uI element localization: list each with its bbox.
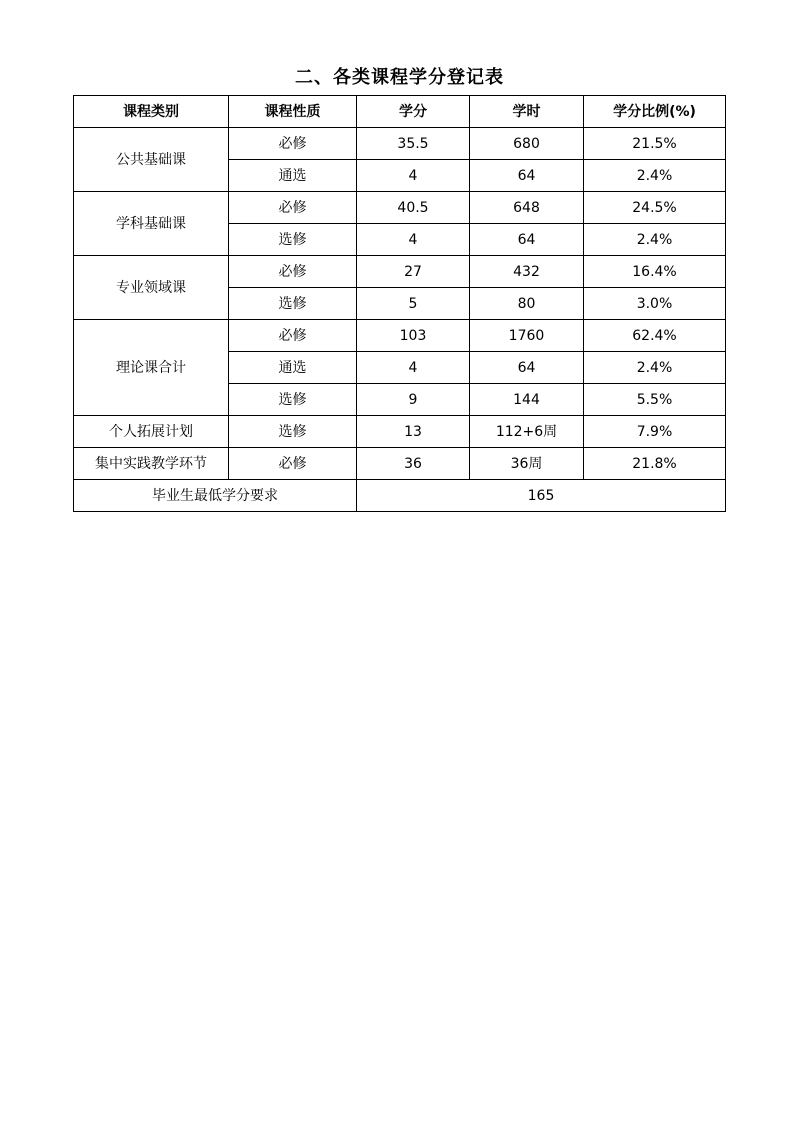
credits-cell: 36 [357, 448, 470, 480]
table-row [74, 416, 726, 448]
category-cell: 专业领域课 [74, 256, 229, 320]
credits-cell: 13 [357, 416, 470, 448]
category-cell: 学科基础课 [74, 192, 229, 256]
ratio-cell: 5.5% [584, 384, 726, 416]
ratio-cell: 7.9% [584, 416, 726, 448]
nature-cell: 选修 [229, 224, 357, 256]
credits-cell: 27 [357, 256, 470, 288]
minimum-credits-value: 165 [357, 480, 726, 512]
table-row [74, 128, 726, 160]
nature-cell: 必修 [229, 128, 357, 160]
credits-cell: 40.5 [357, 192, 470, 224]
nature-cell: 通选 [229, 352, 357, 384]
hours-cell: 36周 [470, 448, 584, 480]
page-title: 二、各类课程学分登记表 [295, 67, 504, 88]
nature-cell: 选修 [229, 416, 357, 448]
hours-cell: 80 [470, 288, 584, 320]
ratio-cell: 62.4% [584, 320, 726, 352]
ratio-cell: 3.0% [584, 288, 726, 320]
table-row [74, 448, 726, 480]
header-credits: 学分 [357, 96, 470, 128]
table-row [74, 192, 726, 224]
ratio-cell: 2.4% [584, 160, 726, 192]
category-cell: 理论课合计 [74, 320, 229, 416]
category-cell: 个人拓展计划 [74, 416, 229, 448]
header-credit-ratio: 学分比例(%) [584, 96, 726, 128]
credits-cell: 4 [357, 352, 470, 384]
minimum-credits-label: 毕业生最低学分要求 [74, 480, 357, 512]
credits-cell: 35.5 [357, 128, 470, 160]
hours-cell: 432 [470, 256, 584, 288]
credits-cell: 9 [357, 384, 470, 416]
header-course-category: 课程类别 [74, 96, 229, 128]
nature-cell: 必修 [229, 448, 357, 480]
nature-cell: 必修 [229, 320, 357, 352]
table-footer-row [74, 480, 726, 512]
table-row [74, 256, 726, 288]
nature-cell: 选修 [229, 384, 357, 416]
credits-cell: 103 [357, 320, 470, 352]
credits-cell: 4 [357, 224, 470, 256]
ratio-cell: 2.4% [584, 224, 726, 256]
credits-cell: 5 [357, 288, 470, 320]
table-header-row [74, 96, 726, 128]
hours-cell: 1760 [470, 320, 584, 352]
header-course-nature: 课程性质 [229, 96, 357, 128]
hours-cell: 64 [470, 160, 584, 192]
hours-cell: 144 [470, 384, 584, 416]
ratio-cell: 21.5% [584, 128, 726, 160]
nature-cell: 通选 [229, 160, 357, 192]
nature-cell: 必修 [229, 192, 357, 224]
hours-cell: 112+6周 [470, 416, 584, 448]
ratio-cell: 16.4% [584, 256, 726, 288]
nature-cell: 选修 [229, 288, 357, 320]
header-hours: 学时 [470, 96, 584, 128]
category-cell: 公共基础课 [74, 128, 229, 192]
credit-registration-table [73, 95, 726, 512]
ratio-cell: 21.8% [584, 448, 726, 480]
ratio-cell: 24.5% [584, 192, 726, 224]
hours-cell: 648 [470, 192, 584, 224]
hours-cell: 680 [470, 128, 584, 160]
credits-cell: 4 [357, 160, 470, 192]
hours-cell: 64 [470, 224, 584, 256]
table-row [74, 320, 726, 352]
hours-cell: 64 [470, 352, 584, 384]
category-cell: 集中实践教学环节 [74, 448, 229, 480]
nature-cell: 必修 [229, 256, 357, 288]
ratio-cell: 2.4% [584, 352, 726, 384]
